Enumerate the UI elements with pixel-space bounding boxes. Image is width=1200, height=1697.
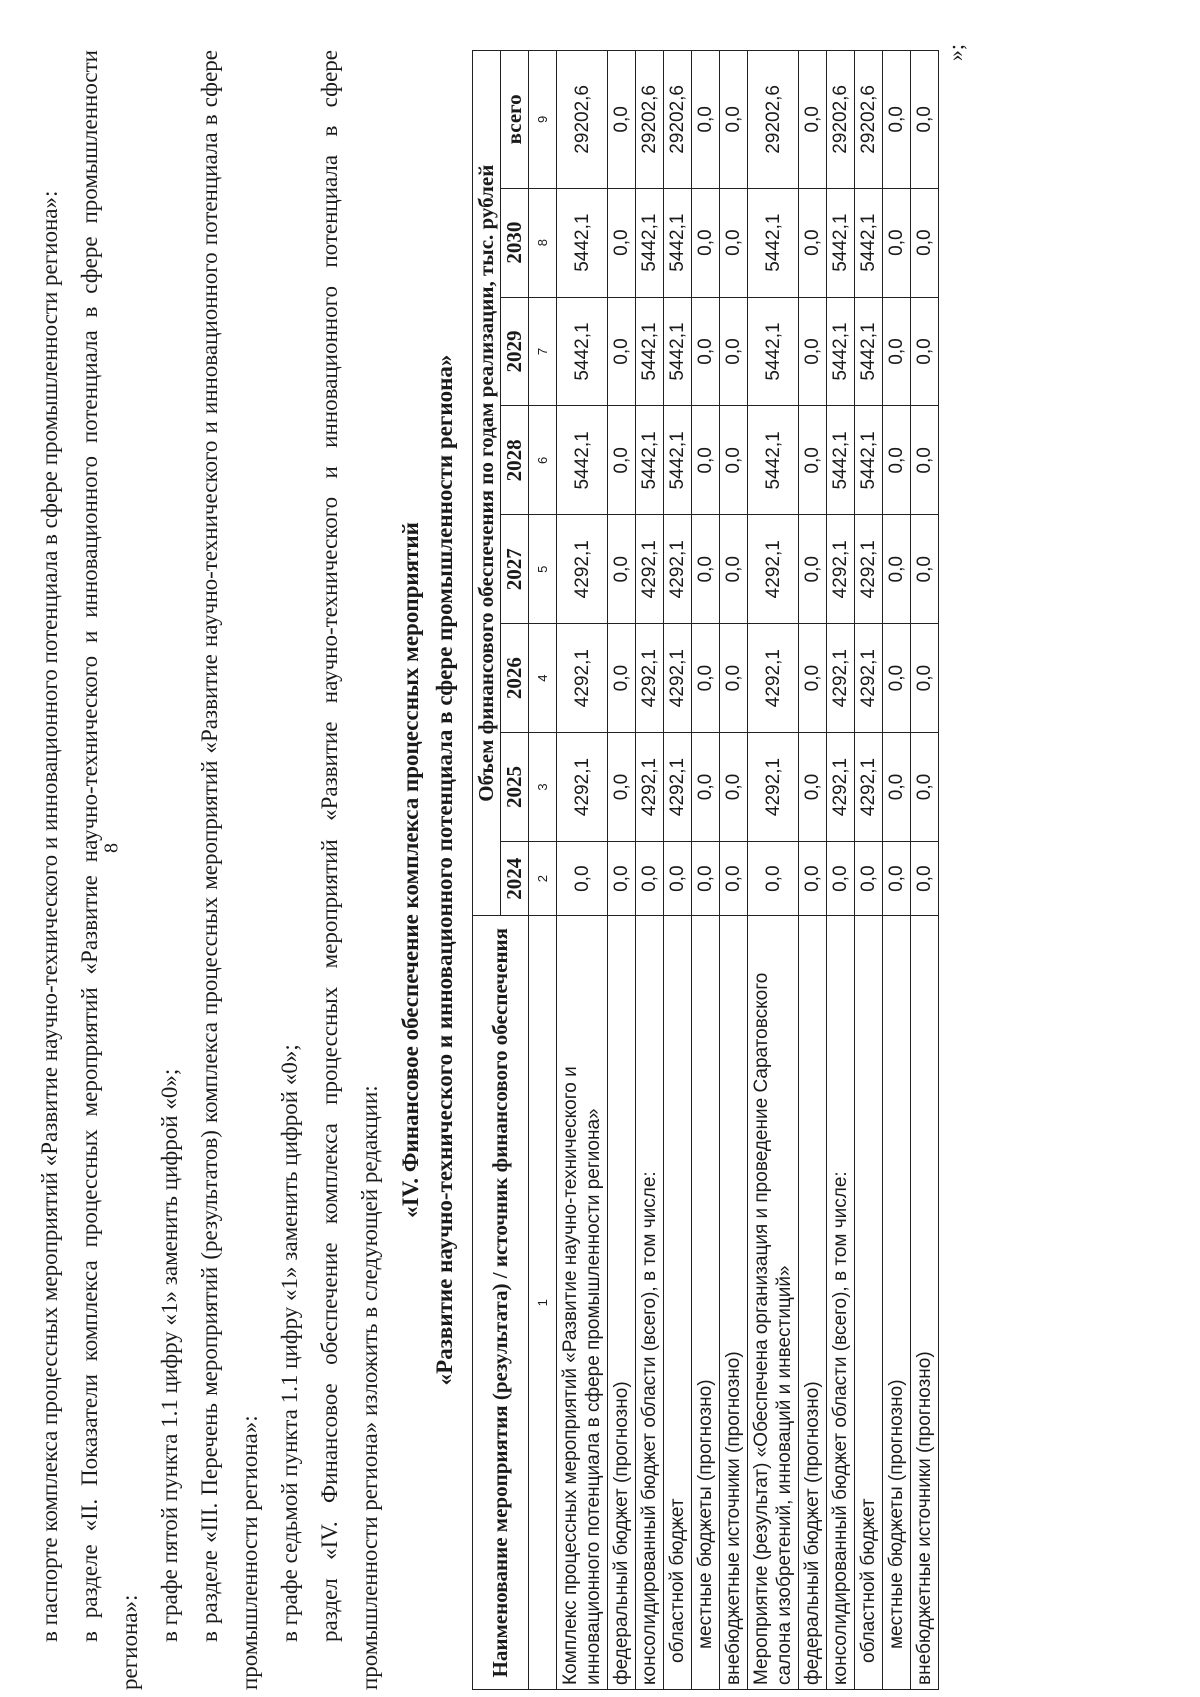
row-value: 0,0 xyxy=(911,188,939,297)
row-value: 0,0 xyxy=(608,624,636,733)
section-heading xyxy=(394,50,462,1690)
column-number: 3 xyxy=(529,733,557,842)
row-label: федеральный бюджет (прогнозно) xyxy=(799,916,827,1690)
table-row xyxy=(608,51,636,1690)
row-value: 0,0 xyxy=(692,624,720,733)
row-value: 4292,1 xyxy=(557,624,608,733)
header-years-volume: Объем финансового обеспечения по годам реализации, тыс. рублей xyxy=(473,51,501,916)
row-value: 0,0 xyxy=(608,733,636,842)
row-value: 0,0 xyxy=(911,841,939,915)
row-value: 0,0 xyxy=(883,841,911,915)
row-value: 0,0 xyxy=(608,297,636,406)
header-year: 2027 xyxy=(501,515,529,624)
row-value: 0,0 xyxy=(883,51,911,189)
row-value: 0,0 xyxy=(692,51,720,189)
row-value: 0,0 xyxy=(911,51,939,189)
row-label: Комплекс процессных мероприятий «Развитие научно-технического и инновационного потенциала в сфере промышленности региона» xyxy=(557,916,608,1690)
row-value: 4292,1 xyxy=(557,733,608,842)
table-row xyxy=(557,51,608,1690)
row-value: 0,0 xyxy=(720,515,748,624)
row-value: 5442,1 xyxy=(748,297,799,406)
row-value: 5442,1 xyxy=(855,188,883,297)
row-value: 4292,1 xyxy=(636,733,664,842)
row-label: внебюджетные источники (прогнозно) xyxy=(911,916,939,1690)
table-row xyxy=(911,51,939,1690)
table-row xyxy=(799,51,827,1690)
financing-table xyxy=(472,50,939,1690)
table-row xyxy=(855,51,883,1690)
row-value: 0,0 xyxy=(799,515,827,624)
row-value: 4292,1 xyxy=(855,515,883,624)
column-number: 2 xyxy=(529,841,557,915)
row-label: местные бюджеты (прогнозно) xyxy=(692,916,720,1690)
table-row xyxy=(636,51,664,1690)
paragraph-4: в разделе «III. Перечень мероприятий (результатов) комплекса процессных мероприятий «Развитие научно-технического и инновационного потенциала в сфере промышленности региона»: xyxy=(197,50,262,1690)
paragraph-1: в паспорте комплекса процессных мероприятий «Развитие научно-технического и инновационного потенциала в сфере промышленности региона»: xyxy=(37,190,62,1642)
row-value: 0,0 xyxy=(720,297,748,406)
column-number: 5 xyxy=(529,515,557,624)
row-value: 5442,1 xyxy=(855,297,883,406)
row-value: 29202,6 xyxy=(664,51,692,189)
row-value: 0,0 xyxy=(720,188,748,297)
row-value: 5442,1 xyxy=(636,297,664,406)
table-wrapper xyxy=(472,44,968,1690)
row-value: 0,0 xyxy=(799,51,827,189)
row-value: 0,0 xyxy=(692,406,720,515)
row-value: 5442,1 xyxy=(827,188,855,297)
column-number: 8 xyxy=(529,188,557,297)
paragraph-6: раздел «IV. Финансовое обеспечение комплекса процессных мероприятий «Развитие научно-технического и инновационного потенциала в сфере промышленности региона» изложить в следующей редакции: xyxy=(317,50,382,1690)
row-value: 0,0 xyxy=(799,733,827,842)
header-row-1 xyxy=(473,51,501,1690)
section-heading-line-2: «Развитие научно-технического и инновационного потенциала в сфере промышленности региона» xyxy=(432,354,457,1386)
table-row xyxy=(883,51,911,1690)
row-value: 0,0 xyxy=(883,515,911,624)
row-value: 5442,1 xyxy=(855,406,883,515)
row-value: 0,0 xyxy=(883,733,911,842)
row-value: 0,0 xyxy=(608,515,636,624)
header-year: 2026 xyxy=(501,624,529,733)
row-value: 4292,1 xyxy=(855,624,883,733)
row-value: 0,0 xyxy=(911,406,939,515)
table-row xyxy=(827,51,855,1690)
header-year: 2025 xyxy=(501,733,529,842)
row-value: 4292,1 xyxy=(748,624,799,733)
rotated-page-content xyxy=(30,44,1010,1690)
section-heading-line-1: «IV. Финансовое обеспечение комплекса процессных мероприятий xyxy=(398,522,423,1218)
row-value: 0,0 xyxy=(799,841,827,915)
row-value: 0,0 xyxy=(720,406,748,515)
paragraph-5: в графе седьмой пункта 1.1 цифру «1» заменить цифрой «0»; xyxy=(277,1044,302,1642)
row-value: 0,0 xyxy=(636,841,664,915)
column-number: 6 xyxy=(529,406,557,515)
row-value: 5442,1 xyxy=(557,406,608,515)
row-value: 0,0 xyxy=(799,406,827,515)
row-value: 0,0 xyxy=(608,51,636,189)
row-label: консолидированный бюджет области (всего), в том числе: xyxy=(636,916,664,1690)
row-value: 4292,1 xyxy=(557,515,608,624)
row-value: 4292,1 xyxy=(748,515,799,624)
row-value: 0,0 xyxy=(692,188,720,297)
row-value: 0,0 xyxy=(557,841,608,915)
row-value: 0,0 xyxy=(692,841,720,915)
row-value: 29202,6 xyxy=(855,51,883,189)
row-value: 5442,1 xyxy=(827,406,855,515)
row-value: 4292,1 xyxy=(636,624,664,733)
financing-table-body xyxy=(557,51,939,1690)
header-year: 2024 xyxy=(501,841,529,915)
row-value: 0,0 xyxy=(692,515,720,624)
table-row xyxy=(748,51,799,1690)
row-value: 0,0 xyxy=(911,297,939,406)
row-value: 0,0 xyxy=(911,733,939,842)
row-value: 4292,1 xyxy=(827,733,855,842)
row-value: 4292,1 xyxy=(664,624,692,733)
row-value: 5442,1 xyxy=(557,297,608,406)
row-value: 0,0 xyxy=(608,841,636,915)
column-number-row xyxy=(529,51,557,1690)
row-value: 0,0 xyxy=(827,841,855,915)
row-value: 0,0 xyxy=(608,188,636,297)
row-value: 5442,1 xyxy=(557,188,608,297)
column-number: 7 xyxy=(529,297,557,406)
row-value: 0,0 xyxy=(692,733,720,842)
row-value: 0,0 xyxy=(748,841,799,915)
row-value: 0,0 xyxy=(883,188,911,297)
row-value: 0,0 xyxy=(911,515,939,624)
row-label: местные бюджеты (прогнозно) xyxy=(883,916,911,1690)
row-value: 5442,1 xyxy=(827,297,855,406)
row-value: 0,0 xyxy=(911,624,939,733)
row-value: 4292,1 xyxy=(748,733,799,842)
row-label: федеральный бюджет (прогнозно) xyxy=(608,916,636,1690)
row-value: 0,0 xyxy=(883,297,911,406)
column-number: 1 xyxy=(529,916,557,1690)
row-value: 29202,6 xyxy=(636,51,664,189)
row-value: 0,0 xyxy=(664,841,692,915)
closing-quote-mark: »; xyxy=(943,44,968,62)
row-value: 5442,1 xyxy=(748,188,799,297)
row-value: 5442,1 xyxy=(664,297,692,406)
row-value: 5442,1 xyxy=(636,188,664,297)
row-value: 4292,1 xyxy=(855,733,883,842)
row-value: 0,0 xyxy=(720,624,748,733)
header-name-source: Наименование мероприятия (результата) / источник финансового обеспечения xyxy=(473,916,529,1690)
row-value: 0,0 xyxy=(799,188,827,297)
row-value: 0,0 xyxy=(720,733,748,842)
row-value: 0,0 xyxy=(608,406,636,515)
header-year: 2029 xyxy=(501,297,529,406)
row-value: 29202,6 xyxy=(557,51,608,189)
paragraph-2: в разделе «II. Показатели комплекса процессных мероприятий «Развитие научно-технического и инновационного потенциала в сфере промышленности региона»: xyxy=(77,50,142,1690)
row-value: 4292,1 xyxy=(827,624,855,733)
header-year: 2030 xyxy=(501,188,529,297)
header-total: всего xyxy=(501,51,529,189)
row-value: 0,0 xyxy=(883,624,911,733)
row-value: 5442,1 xyxy=(748,406,799,515)
table-row xyxy=(664,51,692,1690)
column-number: 4 xyxy=(529,624,557,733)
row-value: 0,0 xyxy=(799,624,827,733)
table-row xyxy=(692,51,720,1690)
row-value: 4292,1 xyxy=(664,515,692,624)
table-row xyxy=(720,51,748,1690)
row-value: 4292,1 xyxy=(664,733,692,842)
row-value: 0,0 xyxy=(720,841,748,915)
row-value: 4292,1 xyxy=(636,515,664,624)
row-value: 0,0 xyxy=(799,297,827,406)
row-value: 0,0 xyxy=(720,51,748,189)
header-year: 2028 xyxy=(501,406,529,515)
row-label: областной бюджет xyxy=(664,916,692,1690)
row-value: 4292,1 xyxy=(827,515,855,624)
row-value: 29202,6 xyxy=(748,51,799,189)
row-value: 0,0 xyxy=(855,841,883,915)
row-value: 0,0 xyxy=(883,406,911,515)
page-number: 8 xyxy=(100,843,123,853)
row-label: Мероприятие (результат) «Обеспечена организация и проведение Саратовского салона изобретений, инноваций и инвестиций» xyxy=(748,916,799,1690)
row-label: консолидированный бюджет области (всего), в том числе: xyxy=(827,916,855,1690)
paragraph-3: в графе пятой пункта 1.1 цифру «1» заменить цифрой «0»; xyxy=(157,1068,182,1642)
row-label: областной бюджет xyxy=(855,916,883,1690)
row-value: 29202,6 xyxy=(827,51,855,189)
row-value: 5442,1 xyxy=(636,406,664,515)
row-label: внебюджетные источники (прогнозно) xyxy=(720,916,748,1690)
column-number: 9 xyxy=(529,51,557,189)
row-value: 5442,1 xyxy=(664,406,692,515)
row-value: 0,0 xyxy=(692,297,720,406)
row-value: 5442,1 xyxy=(664,188,692,297)
